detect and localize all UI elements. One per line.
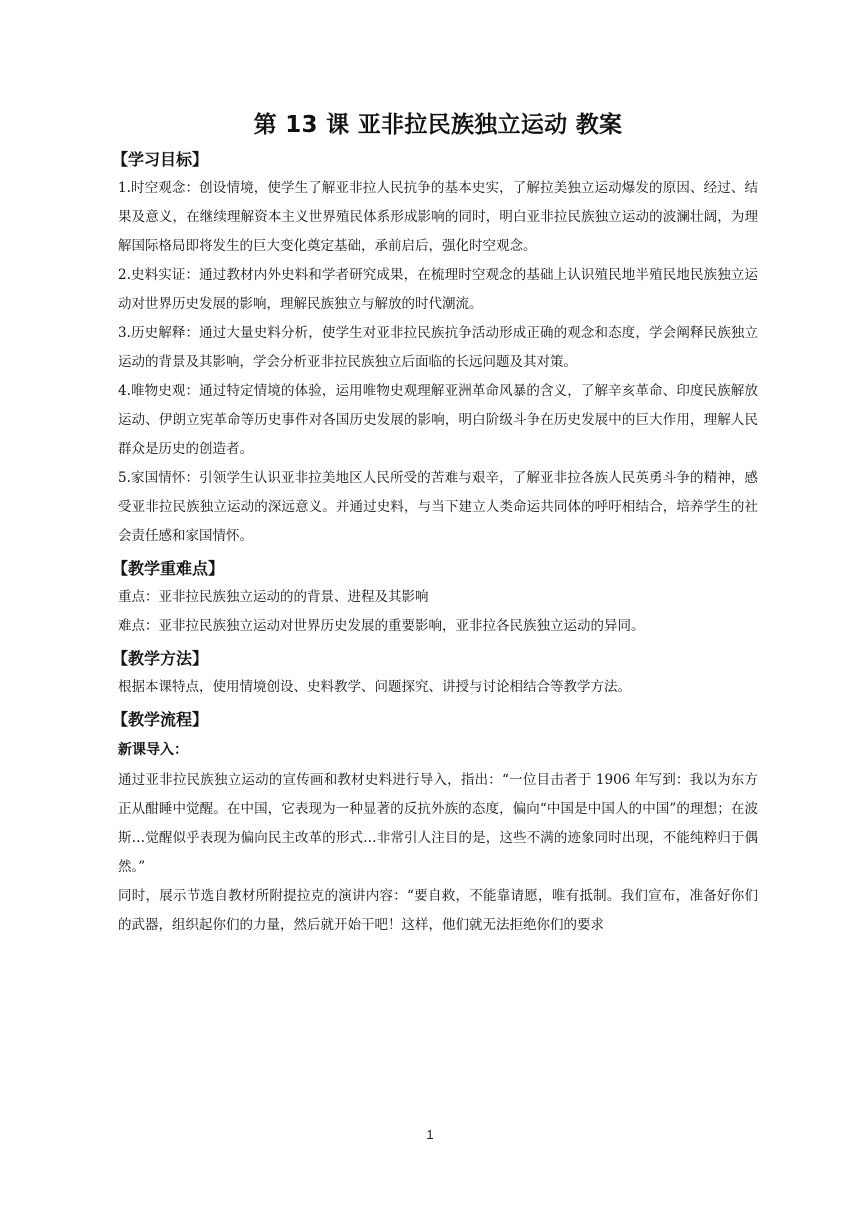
- document-content: [112, 108, 758, 940]
- goal-item-3: 3.历史解释：通过大量史料分析，使学生对亚非拉民族抗争活动形成正确的观念和态度，学会阐释民族独立运动的背景及其影响，学会分析亚非拉民族独立后面临的长远问题及其对策。: [118, 325, 758, 370]
- page-number: 1: [426, 1127, 434, 1142]
- goal-item-4: 4.唯物史观：通过特定情境的体验，运用唯物史观理解亚洲革命风暴的含义，了解辛亥革命、印度民族解放运动、伊朗立宪革命等历史事件对各国历史发展的影响，明白阶级斗争在历史发展中的巨大作用，理解人民群众是历史的创造者。: [118, 383, 758, 457]
- section-heading-process: 【教学流程】: [112, 710, 209, 729]
- goal-item-1: 1.时空观念：创设情境，使学生了解亚非拉人民抗争的基本史实，了解拉美独立运动爆发的原因、经过、结果及意义，在继续理解资本主义世界殖民体系形成影响的同时，明白亚非拉民族独立运动的波澜壮阔，为理解国际格局即将发生的巨大变化奠定基础，承前启后，强化时空观念。: [118, 180, 758, 254]
- difficulty-point: 难点：亚非拉民族独立运动对世界历史发展的重要影响，亚非拉各民族独立运动的异同。: [118, 618, 645, 634]
- focus-point: 重点：亚非拉民族独立运动的的背景、进程及其影响: [118, 589, 429, 605]
- process-paragraph-2: 同时，展示节选自教材所附提拉克的演讲内容：“要自救，不能靠请愿，唯有抵制。我们宣布，准备好你们的武器，组织起你们的力量，然后就开始干吧！这样，他们就无法拒绝你们的要求: [118, 888, 758, 933]
- document-title: 第 13 课 亚非拉民族独立运动 教案: [253, 112, 623, 138]
- process-paragraph-1: 通过亚非拉民族独立运动的宣传画和教材史料进行导入，指出：“一位目击者于 1906 年写到：我以为东方正从酣睡中觉醒。在中国，它表现为一种显著的反抗外族的态度，偏向“中国是中国人的中国”的理想；在波斯…觉醒似乎表现为偏向民主改革的形式…非常引人注目的是，这些不满的迹象同时出现，不能纯粹归于偶然。”: [118, 772, 758, 875]
- goals-list: [118, 174, 758, 551]
- goal-item-2: 2.史料实证：通过教材内外史料和学者研究成果，在梳理时空观念的基础上认识殖民地半殖民地民族独立运动对世界历史发展的影响，理解民族独立与解放的时代潮流。: [118, 267, 758, 312]
- key-points-block: [118, 583, 758, 641]
- section-heading-goals: 【学习目标】: [112, 150, 209, 169]
- methods-block: [118, 673, 758, 702]
- section-heading-methods: 【教学方法】: [112, 649, 209, 668]
- goal-item-5: 5.家国情怀：引领学生认识亚非拉美地区人民所受的苦难与艰辛，了解亚非拉各族人民英勇斗争的精神，感受亚非拉民族独立运动的深远意义。并通过史料，与当下建立人类命运共同体的呼吁相结合，培养学生的社会责任感和家国情怀。: [118, 470, 758, 544]
- methods-text: 根据本课特点，使用情境创设、史料教学、问题探究、讲授与讨论相结合等教学方法。: [118, 679, 631, 695]
- process-block: [118, 766, 758, 940]
- new-lesson-intro-heading: 新课导入：: [118, 742, 188, 758]
- section-heading-key-points: 【教学重难点】: [112, 559, 225, 578]
